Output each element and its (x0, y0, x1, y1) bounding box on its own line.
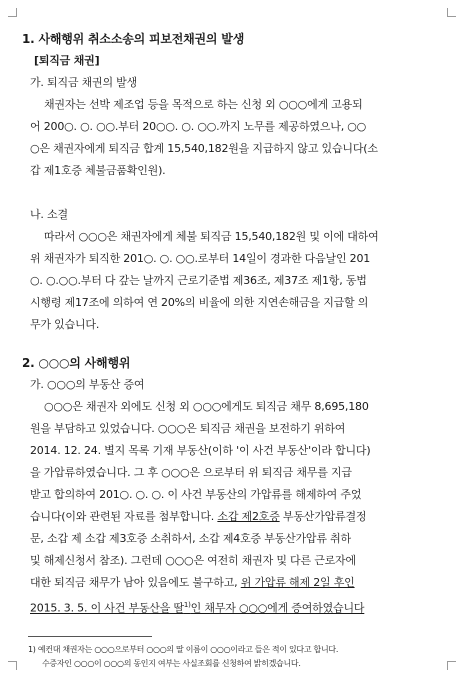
section1-heading: 1. 사해행위 취소소송의 피보전채권의 발생 (22, 32, 245, 46)
crop-mark-top-left (8, 8, 17, 17)
paragraph-line: 무가 있습니다. (30, 318, 100, 331)
section2-ga-title: 가. ○○○의 부동산 증여 (30, 378, 145, 391)
paragraph-line: 받고 합의하여 201○. ○. ○. 이 사건 부동산의 가압류를 해제하여 주었 (30, 488, 362, 501)
section1-na-title: 나. 소결 (30, 208, 68, 221)
crop-mark-bottom-left (8, 661, 17, 670)
crop-mark-top-right (447, 8, 456, 17)
paragraph-line (30, 510, 366, 524)
line-text: 대한 퇴직금 채무가 남아 있음에도 불구하고, (30, 576, 241, 589)
paragraph-line (30, 576, 355, 590)
paragraph-line: 어 200○. ○. ○○.부터 20○○. ○. ○○.까지 노무를 제공하였으나, ○○ (30, 120, 367, 133)
paragraph-line: 따라서 ○○○은 채권자에게 체불 퇴직금 15,540,182원 및 이에 대하여 (44, 230, 379, 243)
underlined-phrase: 위 가압류 해제 2일 후인 (240, 576, 355, 589)
paragraph-line: 갑 제1호증 체불금품확인원). (30, 164, 166, 177)
line-text: 인 채무자 ○○○에게 증여하였습니다 (190, 601, 365, 615)
paragraph-line: 원을 부담하고 있었습니다. ○○○은 퇴직금 채권을 보전하기 위하여 (30, 422, 346, 435)
crop-mark-bottom-right (447, 661, 456, 670)
footnote-line: 1) 예컨대 채권자는 ○○○으로부터 ○○○의 딸 이름이 ○○○이라고 들은 적이 있다고 합니다. (28, 645, 339, 654)
footnote-divider (28, 636, 152, 637)
line-text: 2015. 3. 5. 이 사건 부동산을 딸 (30, 601, 184, 615)
paragraph-line: 시행령 제17조에 의하여 연 20%의 비율에 의한 지연손해금을 지급할 의 (30, 296, 369, 309)
footnote-marker[interactable]: 1) (183, 601, 191, 609)
paragraph-line: ○은 채권자에게 퇴직금 합계 15,540,182원을 지급하지 않고 있습니다(소 (30, 142, 378, 155)
footnote-line: 수증자인 ○○○이 ○○○의 동인지 여부는 사실조회를 신청하여 밝히겠습니다. (42, 659, 301, 668)
paragraph-line (30, 598, 364, 616)
paragraph-line: 및 해제신청서 참조). 그런데 ○○○은 여전히 채권자 및 다른 근로자에 (30, 554, 356, 567)
paragraph-line: 채권자는 선박 제조업 등을 목적으로 하는 신청 외 ○○○에게 고용되 (44, 98, 363, 111)
underlined-reference: 소갑 제2호증 (217, 510, 280, 523)
paragraph-line: 문, 소갑 제 소갑 제3호증 소취하서, 소갑 제4호증 부동산가압류 취하 (30, 532, 351, 545)
paragraph-line: ○. ○.○○.부터 다 갚는 날까지 근로기준법 제36조, 제37조 제1항, 동법 (30, 274, 367, 287)
paragraph-line: ○○○은 채권자 외에도 신청 외 ○○○에게도 퇴직금 채무 8,695,180 (44, 400, 369, 413)
line-text: 부동산가압류결정 (279, 510, 367, 523)
line-text: 습니다(이와 관련된 자료를 첨부합니다. (30, 510, 218, 523)
section2-heading: 2. ○○○의 사해행위 (22, 356, 131, 370)
paragraph-line: 2014. 12. 24. 별지 목록 기재 부동산(이하 '이 사건 부동산'이라 합니다) (30, 444, 371, 457)
paragraph-line: 위 채권자가 퇴직한 201○. ○. ○○.로부터 14일이 경과한 다음날인 201 (30, 252, 371, 265)
paragraph-line: 을 가압류하였습니다. 그 후 ○○○은 으로부터 위 퇴직금 채무를 지급 (30, 466, 352, 479)
section1-ga-title: 가. 퇴직금 채권의 발생 (30, 76, 138, 89)
section1-subheading: [퇴직금 채권] (34, 54, 100, 67)
